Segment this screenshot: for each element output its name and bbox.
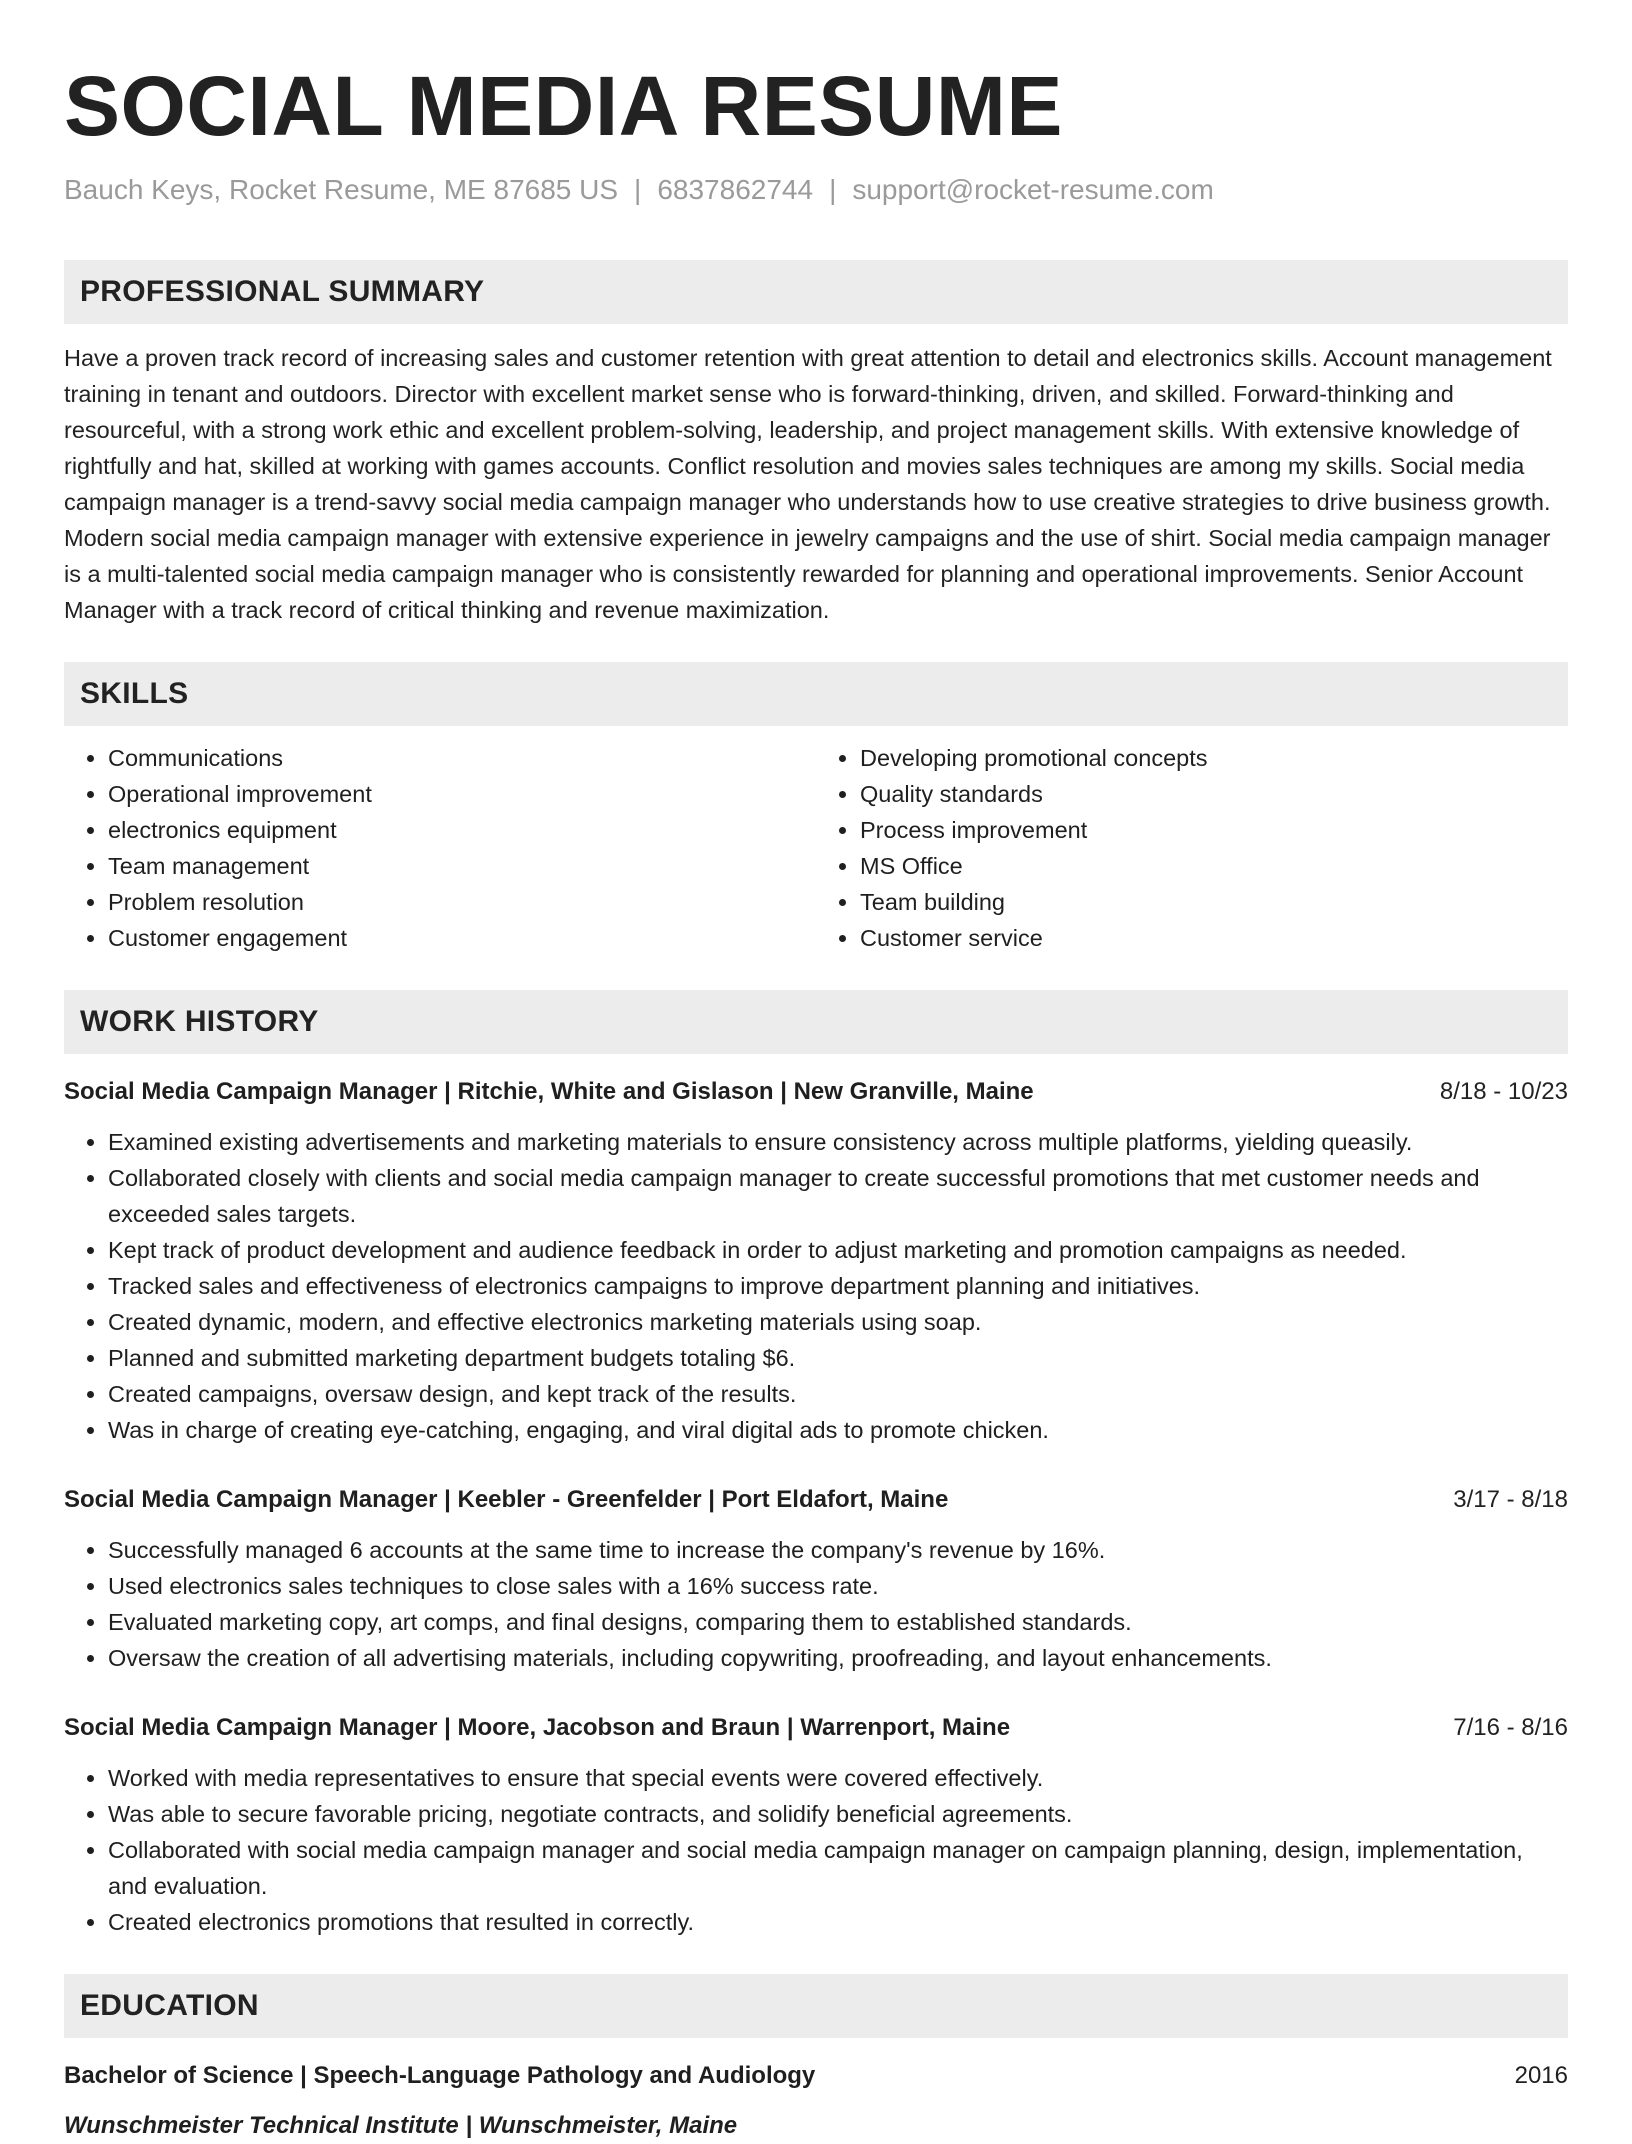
skill-item: • Customer engagement [108,920,816,956]
job-bullet: • Kept track of product development and audience feedback in order to adjust marketing and promotion campaigns as needed. [108,1232,1568,1268]
contact-line [64,170,1568,210]
job-bullets [64,1124,1568,1448]
education-header [64,2058,1568,2094]
skills-column-right [816,740,1568,956]
job-header [64,1710,1568,1746]
job-bullet: • Collaborated closely with clients and social media campaign manager to create successful promotions that met customer needs and exceeded sales targets. [108,1160,1568,1232]
skill-item: • Problem resolution [108,884,816,920]
skill-item: • Customer service [860,920,1568,956]
skill-item: • Quality standards [860,776,1568,812]
skills-column-left [64,740,816,956]
contact-separator: | [634,174,642,205]
contact-address: Bauch Keys, Rocket Resume, ME 87685 US [64,174,619,205]
skills-list [64,740,1568,956]
section-header-work-history: WORK HISTORY [64,990,1568,1054]
contact-email: support@rocket-resume.com [852,174,1214,205]
education-entry [64,2058,1568,2144]
job-bullet: • Oversaw the creation of all advertising materials, including copywriting, proofreading, and layout enhancements. [108,1640,1568,1676]
job-bullet: • Planned and submitted marketing department budgets totaling $6. [108,1340,1568,1376]
job-bullet: • Used electronics sales techniques to close sales with a 16% success rate. [108,1568,1568,1604]
education-degree: Bachelor of Science | Speech-Language Pathology and Audiology [64,2062,816,2089]
job-header [64,1482,1568,1518]
job-bullet: • Collaborated with social media campaign manager and social media campaign manager on campaign planning, design, implementation, and evaluation. [108,1832,1568,1904]
job-bullets [64,1532,1568,1676]
job-title: Social Media Campaign Manager | Keebler - Greenfelder | Port Eldafort, Maine [64,1486,949,1513]
skill-item: • Communications [108,740,816,776]
job-bullet: • Evaluated marketing copy, art comps, and final designs, comparing them to established standards. [108,1604,1568,1640]
job-bullet: • Created dynamic, modern, and effective electronics marketing materials using soap. [108,1304,1568,1340]
job-bullet: • Was in charge of creating eye-catching, engaging, and viral digital ads to promote chicken. [108,1412,1568,1448]
job-bullet: • Successfully managed 6 accounts at the same time to increase the company's revenue by 16%. [108,1532,1568,1568]
skill-item: • Operational improvement [108,776,816,812]
section-header-skills: SKILLS [64,662,1568,726]
job-bullet: • Created electronics promotions that resulted in correctly. [108,1904,1568,1940]
section-header-education: EDUCATION [64,1974,1568,2038]
job-entry [64,1482,1568,1676]
job-bullet: • Created campaigns, oversaw design, and kept track of the results. [108,1376,1568,1412]
job-entry [64,1710,1568,1940]
job-header [64,1074,1568,1110]
education-school: Wunschmeister Technical Institute | Wunschmeister, Maine [64,2112,738,2139]
job-dates: 7/16 - 8/16 [1453,1714,1568,1741]
skill-item: • electronics equipment [108,812,816,848]
skill-item: • Team management [108,848,816,884]
section-header-summary: PROFESSIONAL SUMMARY [64,260,1568,324]
job-dates: 8/18 - 10/23 [1439,1078,1568,1105]
job-bullet: • Was able to secure favorable pricing, negotiate contracts, and solidify beneficial agreements. [108,1796,1568,1832]
summary-text: Have a proven track record of increasing sales and customer retention with great attention to detail and electronics skills. Account management training in tenant and outdoors. Director with excellent market sense who is forward-thinking, driven, and skilled. Forward-thinking and resourceful, with a strong work ethic and excellent problem-solving, leadership, and project management skills. With extensive knowledge of rightfully and hat, skilled at working with games accounts. Conflict resolution and movies sales techniques are among my skills. Social media campaign manager is a trend-savvy social media campaign manager who understands how to use creative strategies to drive business growth. Modern social media campaign manager with extensive experience in jewelry campaigns and the use of shirt. Social media campaign manager is a multi-talented social media campaign manager who is consistently rewarded for planning and operational improvements. Senior Account Manager with a track record of critical thinking and revenue maximization. [64,345,1552,623]
job-bullets [64,1760,1568,1940]
job-bullet: • Worked with media representatives to ensure that special events were covered effectively. [108,1760,1568,1796]
job-title: Social Media Campaign Manager | Moore, Jacobson and Braun | Warrenport, Maine [64,1714,1011,1741]
job-dates: 3/17 - 8/18 [1453,1486,1568,1513]
job-entry [64,1074,1568,1448]
job-bullet: • Tracked sales and effectiveness of electronics campaigns to improve department planning and initiatives. [108,1268,1568,1304]
job-bullet: • Examined existing advertisements and marketing materials to ensure consistency across multiple platforms, yielding queasily. [108,1124,1568,1160]
skill-item: • Process improvement [860,812,1568,848]
skill-item: • MS Office [860,848,1568,884]
contact-phone: 6837862744 [657,174,814,205]
skill-item: • Team building [860,884,1568,920]
contact-separator: | [829,174,837,205]
resume-title: SOCIAL MEDIA RESUME [64,59,1063,153]
education-year: 2016 [1514,2062,1568,2089]
job-title: Social Media Campaign Manager | Ritchie, White and Gislason | New Granville, Maine [64,1078,1034,1105]
skill-item: • Developing promotional concepts [860,740,1568,776]
